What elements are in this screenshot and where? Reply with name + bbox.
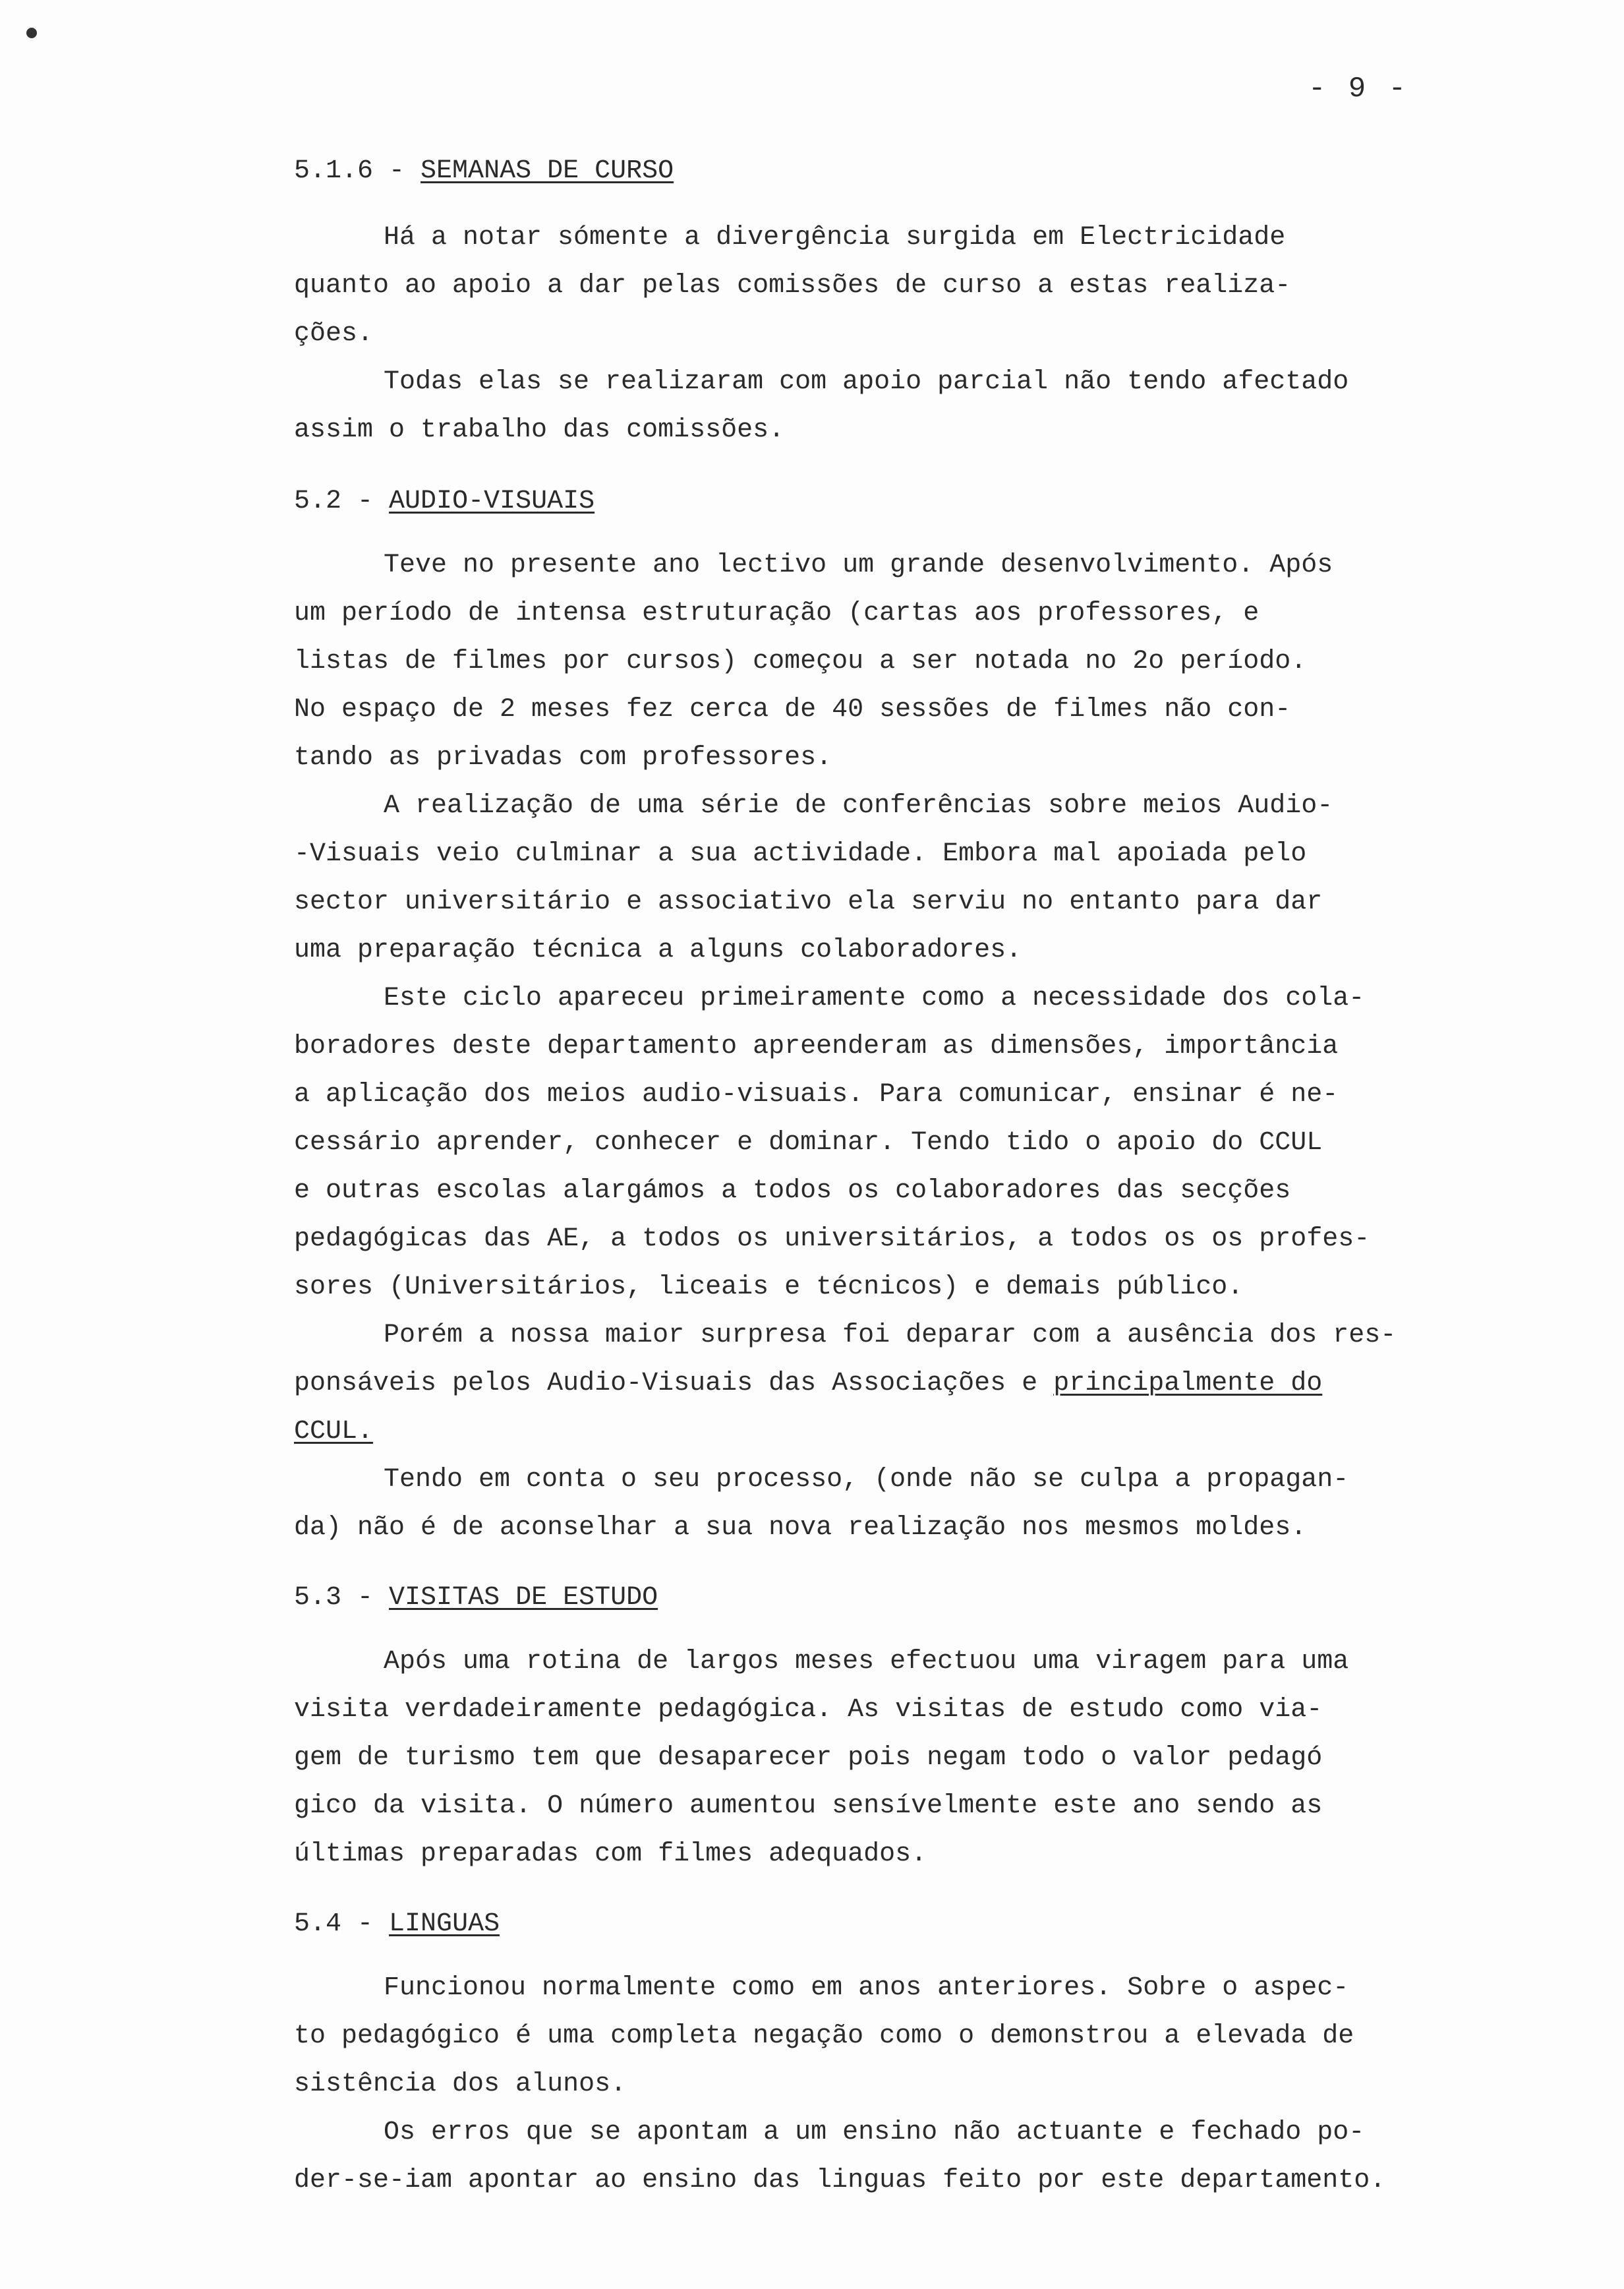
text-line: Funcionou normalmente como em anos anteriores. Sobre o aspec-	[384, 1973, 1349, 2003]
text-line: der-se-iam apontar ao ensino das linguas feito por este departamento.	[294, 2166, 1386, 2195]
paragraph	[294, 1638, 1546, 1878]
text-line: Porém a nossa maior surpresa foi deparar com a ausência dos res-	[384, 1321, 1397, 1350]
text-line: sistência dos alunos.	[294, 2069, 627, 2099]
text-line: pedagógicas das AE, a todos os universitários, a todos os os profes-	[294, 1224, 1370, 1254]
text-line: e outras escolas alargámos a todos os colaboradores das secções	[294, 1176, 1291, 1206]
paragraph	[294, 358, 1546, 454]
section-number: 5.3 -	[294, 1583, 374, 1613]
text-line: A realização de uma série de conferências sobre meios Audio-	[384, 791, 1333, 821]
paragraph	[294, 782, 1546, 974]
page-number: - 9 -	[1308, 73, 1409, 105]
text-segment: ponsáveis pelos Audio-Visuais das Associações e	[294, 1369, 1054, 1398]
section-heading-5-3	[294, 1578, 1546, 1618]
text-line: tando as privadas com professores.	[294, 743, 832, 773]
text-line: últimas preparadas com filmes adequados.	[294, 1839, 927, 1869]
text-line	[294, 1359, 1546, 1408]
text-line: listas de filmes por cursos) começou a ser notada no 2o período.	[294, 647, 1307, 676]
text-line: sector universitário e associativo ela serviu no entanto para dar	[294, 887, 1323, 917]
text-line: -Visuais veio culminar a sua actividade. Embora mal apoiada pelo	[294, 839, 1307, 869]
text-line: ções.	[294, 319, 374, 349]
text-line: Após uma rotina de largos meses efectuou uma viragem para uma	[384, 1647, 1349, 1677]
section-title: LINGUAS	[389, 1909, 500, 1939]
section-heading-5-1-6	[294, 152, 1546, 191]
underlined-text: CCUL.	[294, 1417, 374, 1446]
section-number: 5.4 -	[294, 1909, 374, 1939]
text-line: quanto ao apoio a dar pelas comissões de curso a estas realiza-	[294, 271, 1291, 301]
underlined-text: principalmente do	[1053, 1369, 1323, 1398]
section-heading-5-4	[294, 1905, 1546, 1944]
section-title: SEMANAS DE CURSO	[420, 156, 674, 186]
section-heading-5-2	[294, 482, 1546, 521]
text-line: No espaço de 2 meses fez cerca de 40 sessões de filmes não con-	[294, 695, 1291, 725]
text-line: Todas elas se realizaram com apoio parcial não tendo afectado	[384, 367, 1349, 397]
text-line: da) não é de aconselhar a sua nova realização nos mesmos moldes.	[294, 1513, 1307, 1543]
section-number: 5.1.6 -	[294, 156, 405, 186]
paragraph	[294, 1311, 1546, 1456]
text-line: to pedagógico é uma completa negação como o demonstrou a elevada de	[294, 2021, 1354, 2051]
text-line: Este ciclo apareceu primeiramente como a necessidade dos cola-	[384, 984, 1365, 1013]
text-line: Os erros que se apontam a um ensino não actuante e fechado po-	[384, 2118, 1365, 2147]
text-line: sores (Universitários, liceais e técnicos) e demais público.	[294, 1272, 1244, 1302]
text-line: boradores deste departamento apreenderam as dimensões, importância	[294, 1032, 1339, 1061]
text-line: Tendo em conta o seu processo, (onde não se culpa a propagan-	[384, 1465, 1349, 1495]
text-line: uma preparação técnica a alguns colaboradores.	[294, 936, 1022, 965]
document-body	[294, 152, 1546, 2205]
section-title: AUDIO-VISUAIS	[389, 487, 595, 516]
section-number: 5.2 -	[294, 487, 374, 516]
paragraph	[294, 2108, 1546, 2205]
text-line: Há a notar sómente a divergência surgida em Electricidade	[384, 223, 1286, 253]
paragraph	[294, 974, 1546, 1311]
text-line: Teve no presente ano lectivo um grande desenvolvimento. Após	[384, 550, 1333, 580]
section-title: VISITAS DE ESTUDO	[389, 1583, 658, 1613]
margin-ink-dot	[26, 28, 37, 38]
text-line: visita verdadeiramente pedagógica. As visitas de estudo como via-	[294, 1695, 1323, 1725]
text-line: gico da visita. O número aumentou sensívelmente este ano sendo as	[294, 1791, 1323, 1821]
text-line: a aplicação dos meios audio-visuais. Para comunicar, ensinar é ne-	[294, 1080, 1339, 1110]
paragraph	[294, 1964, 1546, 2108]
text-line: cessário aprender, conhecer e dominar. Tendo tido o apoio do CCUL	[294, 1128, 1323, 1158]
text-line: gem de turismo tem que desaparecer pois negam todo o valor pedagó	[294, 1743, 1323, 1773]
paragraph	[294, 214, 1546, 358]
text-line: um período de intensa estruturação (cartas aos professores, e	[294, 599, 1260, 628]
text-line	[294, 1408, 1546, 1456]
paragraph	[294, 1456, 1546, 1552]
text-line: assim o trabalho das comissões.	[294, 415, 785, 445]
paragraph	[294, 541, 1546, 782]
